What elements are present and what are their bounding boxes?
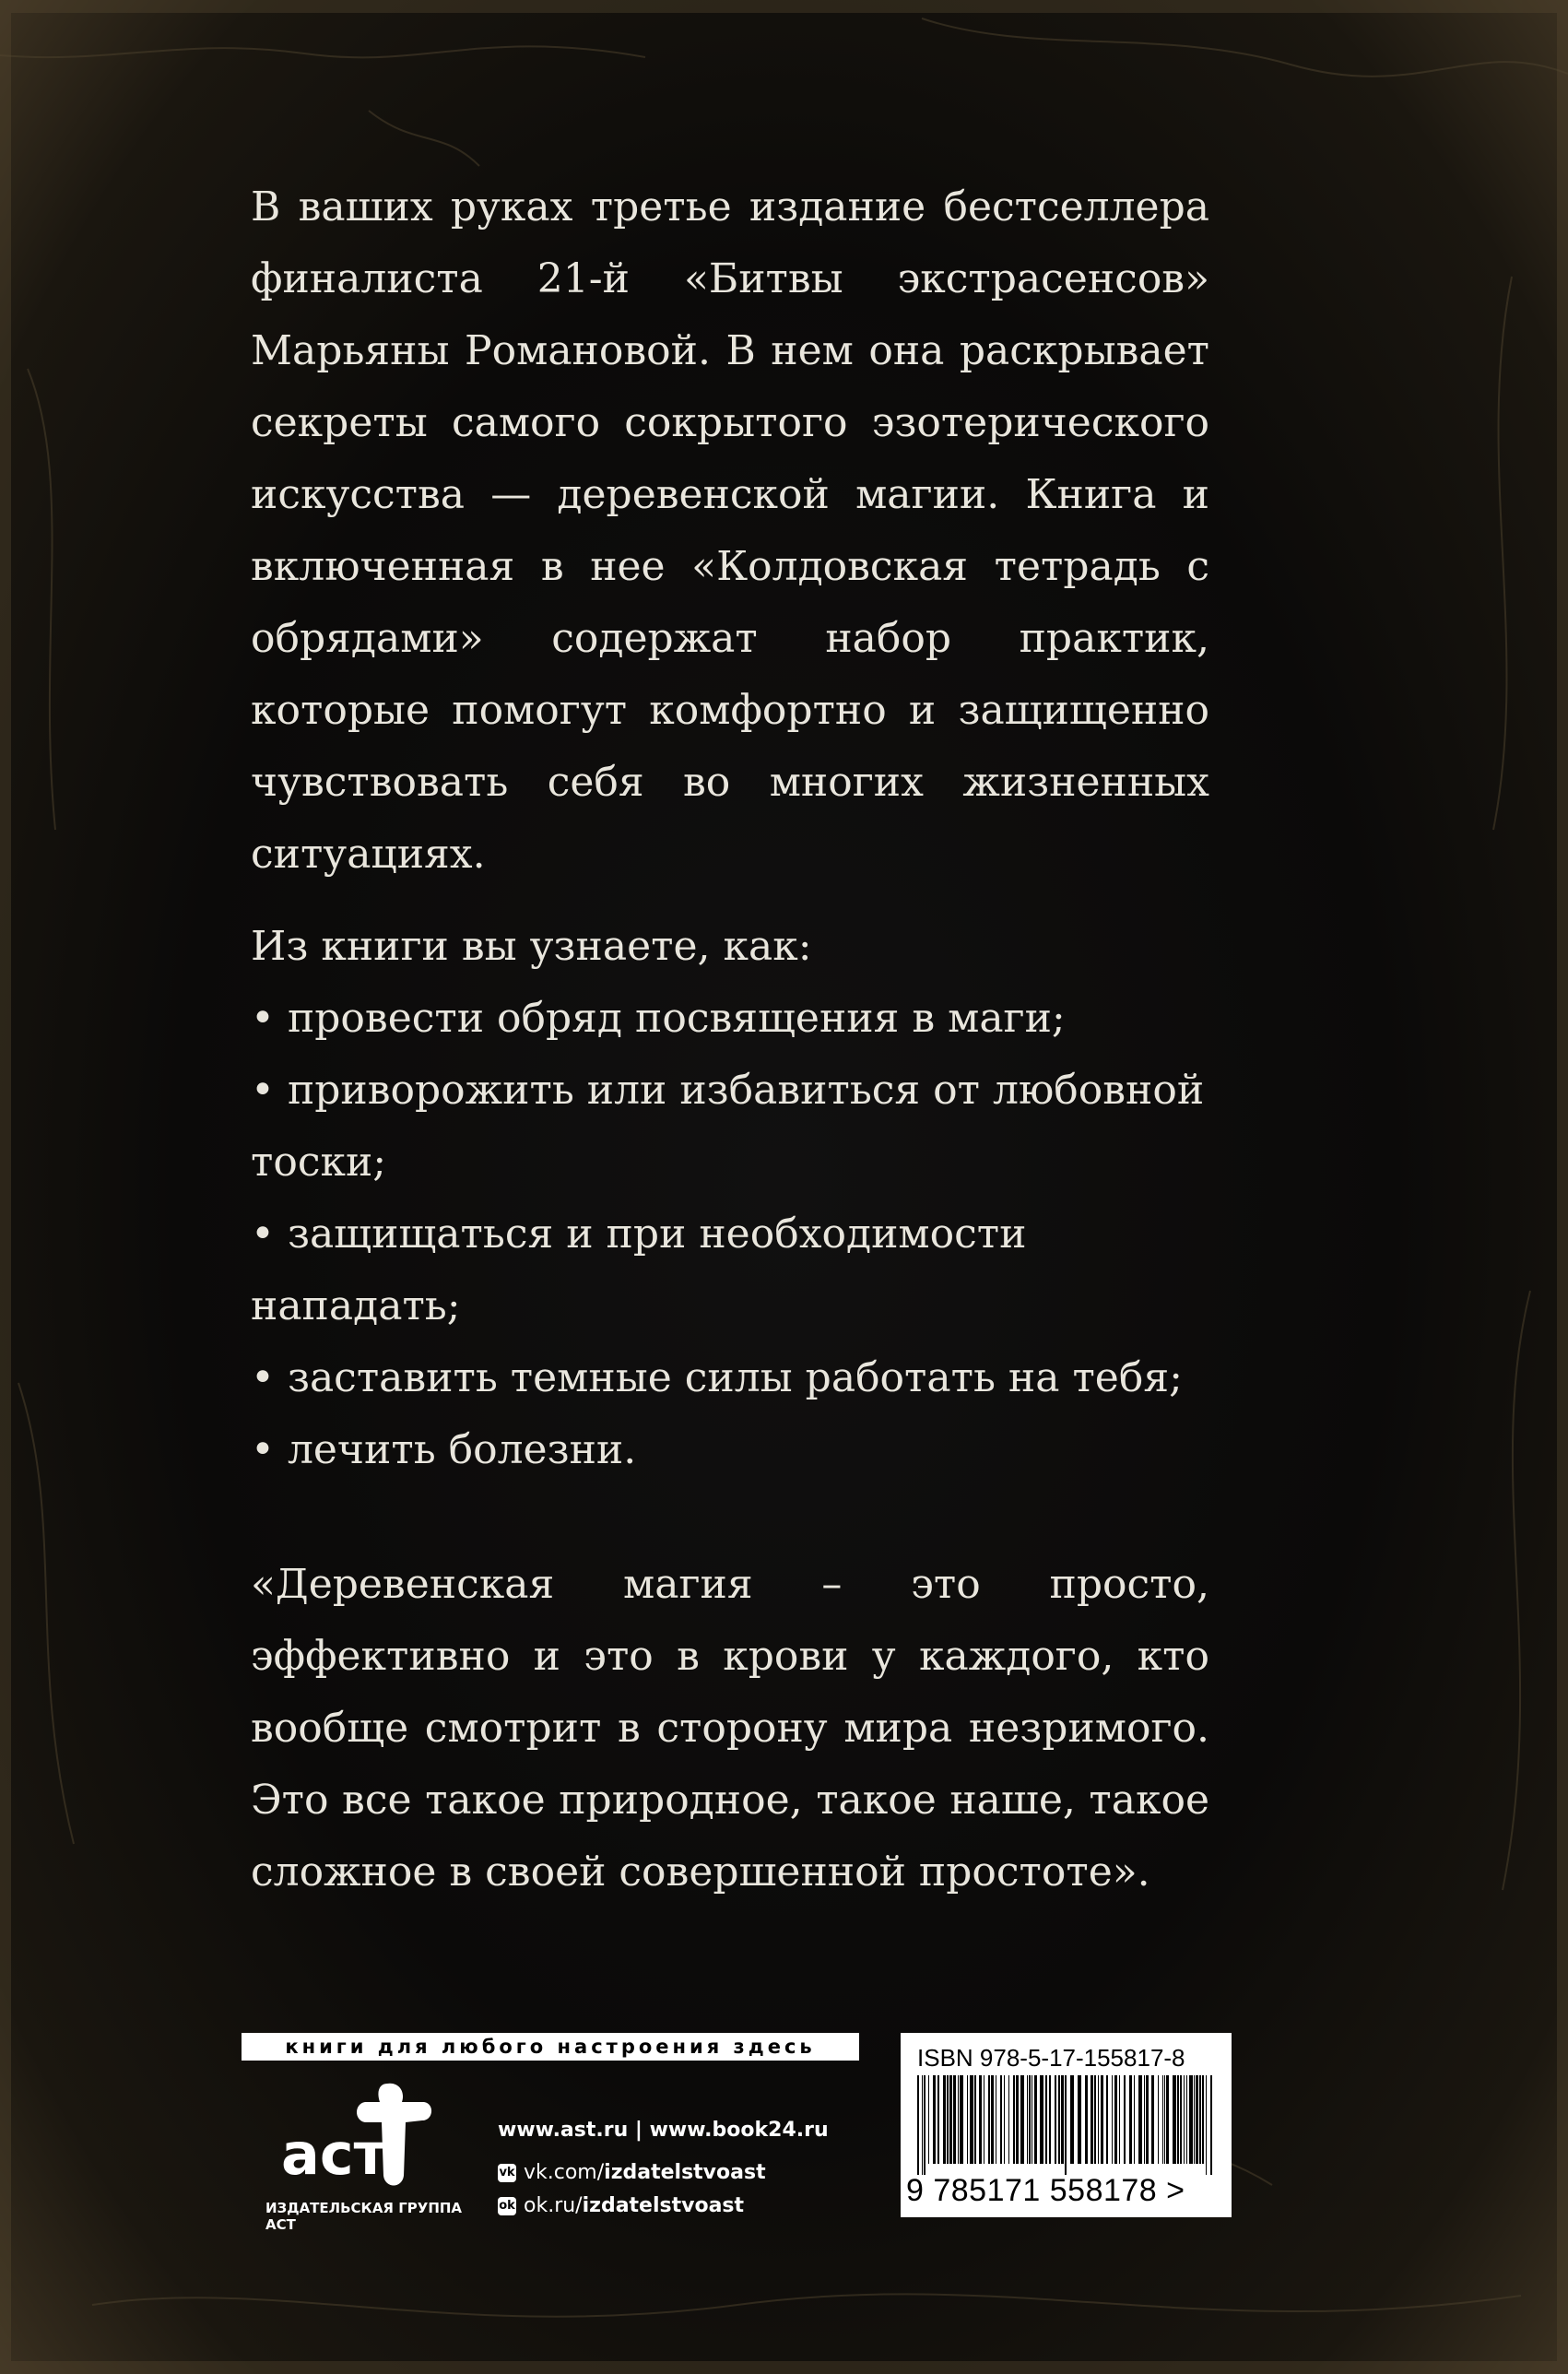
publisher-tagline: книги для любого настроения здесь	[242, 2033, 859, 2061]
vk-prefix: vk.com/	[524, 2161, 605, 2184]
barcode-bar	[1091, 2075, 1093, 2164]
barcode-bar	[937, 2075, 939, 2164]
list-item: • лечить болезни.	[251, 1426, 637, 1473]
barcode-bar	[924, 2075, 925, 2175]
barcode-bar	[1106, 2075, 1108, 2164]
list-item: • заставить темные силы работать на тебя;	[251, 1354, 1183, 1401]
barcode-bar	[1004, 2075, 1005, 2164]
barcode-bar	[1210, 2075, 1212, 2175]
barcode-bar	[967, 2075, 968, 2164]
barcode-bar	[1034, 2075, 1037, 2164]
barcode-bar	[960, 2075, 963, 2164]
barcode-bar	[1196, 2075, 1198, 2164]
barcode-bar	[970, 2075, 973, 2164]
description-paragraph: В ваших руках третье издание бестселлера финалиста 21-й «Битвы экстрасенсов» Марьяны Романовой. В нем она раскрывает секреты самого сокрытого эзотерического искусства — деревенской магии. Книга и включенная в нее «Колдовская тетрадь с обрядами» содержат набор практик, которые помогут комфортно и защищенно чувствовать себя во многих жизненных ситуациях.	[251, 183, 1209, 878]
barcode-bar	[1202, 2075, 1204, 2164]
barcode-bar	[953, 2075, 956, 2164]
barcode-bar	[1065, 2075, 1067, 2175]
vk-icon: vk	[498, 2164, 516, 2182]
list-item: • провести обряд посвящения в маги;	[251, 995, 1066, 1042]
barcode-bar	[1138, 2075, 1142, 2164]
barcode-bar	[1098, 2075, 1099, 2164]
ast-logo-icon	[277, 2074, 442, 2194]
isbn-barcode	[901, 2033, 1232, 2217]
barcode-bar	[1061, 2075, 1064, 2164]
barcode-bar	[1194, 2075, 1195, 2164]
barcode-bar	[1162, 2075, 1163, 2164]
barcode-bar	[943, 2075, 946, 2164]
barcode-bar	[1151, 2075, 1154, 2164]
barcode-bar	[1000, 2075, 1002, 2164]
barcode-bar	[1027, 2075, 1028, 2164]
barcode-bar	[979, 2075, 982, 2164]
barcode-bar	[1146, 2075, 1149, 2164]
barcode-bar	[1045, 2075, 1047, 2164]
barcode-bar	[1124, 2075, 1126, 2164]
barcode-bar	[1070, 2075, 1074, 2164]
barcode-bar	[1085, 2075, 1088, 2164]
barcode-digits: 9 785171 558178 >	[906, 2173, 1185, 2208]
barcode-bar	[1129, 2075, 1132, 2164]
barcode-bar	[1166, 2075, 1169, 2164]
barcode-bar	[1144, 2075, 1145, 2164]
barcode-bar	[1029, 2075, 1031, 2164]
vk-link[interactable]	[498, 2161, 766, 2184]
barcode-bar	[1114, 2075, 1117, 2164]
vk-handle: izdatelstvoast	[604, 2161, 766, 2184]
barcode-bar	[1112, 2075, 1113, 2164]
barcode-bar	[1094, 2075, 1096, 2164]
barcode-bar	[1058, 2075, 1060, 2164]
ok-link[interactable]	[498, 2194, 744, 2217]
barcode-bar	[917, 2075, 919, 2175]
barcode-bar	[1180, 2075, 1182, 2164]
barcode-bar	[1164, 2075, 1165, 2164]
barcode-bar	[1206, 2075, 1207, 2175]
barcode-bar	[1008, 2075, 1009, 2164]
barcode-bar	[1177, 2075, 1179, 2164]
isbn-label: ISBN 978-5-17-155817-8	[917, 2044, 1185, 2072]
barcode-bar	[974, 2075, 976, 2164]
barcode-bar	[947, 2075, 949, 2164]
barcode-bar	[1189, 2075, 1193, 2164]
barcode-bar	[1134, 2075, 1135, 2164]
publisher-websites[interactable]: www.ast.ru | www.book24.ru	[498, 2119, 829, 2142]
barcode-bar	[928, 2075, 929, 2164]
barcode-bar	[1016, 2075, 1019, 2164]
ok-icon: ok	[498, 2197, 516, 2215]
barcode-bar	[1020, 2075, 1024, 2164]
barcode-bar	[1158, 2075, 1159, 2164]
publisher-caption: ИЗДАТЕЛЬСКАЯ ГРУППА АСТ	[265, 2200, 463, 2233]
list-item: • защищаться и при необходимости нападать;	[251, 1211, 1027, 1329]
barcode-bar	[1055, 2075, 1056, 2164]
barcode-bar	[1049, 2075, 1051, 2164]
barcode-bar	[1173, 2075, 1176, 2164]
barcode-bar	[958, 2075, 959, 2164]
ok-prefix: ok.ru/	[524, 2194, 583, 2217]
barcode-bar	[988, 2075, 990, 2164]
ok-handle: izdatelstvoast	[582, 2194, 745, 2217]
list-intro: Из книги вы узнаете, как:	[251, 923, 812, 970]
barcode-bar	[1078, 2075, 1081, 2164]
barcode-bar	[1101, 2075, 1103, 2164]
barcode-bar	[1040, 2075, 1043, 2164]
barcode-bar	[1013, 2075, 1015, 2164]
barcode-bar	[922, 2075, 923, 2175]
barcode-bar	[949, 2075, 952, 2164]
barcode-bar	[1199, 2075, 1201, 2164]
author-quote: «Деревенская магия – это просто, эффективно и это в крови у каждого, кто вообще смотрит в сторону мира незримого. Это все такое природное, такое наше, такое сложное в своей совершенной простоте».	[251, 1561, 1209, 1896]
barcode-bar	[1119, 2075, 1120, 2164]
list-item: • приворожить или избавиться от любовной тоски;	[251, 1067, 1205, 1186]
barcode-bars	[917, 2075, 1216, 2175]
topics-list	[251, 911, 1228, 1486]
barcode-bar	[991, 2075, 994, 2164]
barcode-bar	[933, 2075, 936, 2164]
barcode-bar	[1186, 2075, 1187, 2164]
barcode-bar	[1184, 2075, 1185, 2164]
svg-text:аст: аст	[281, 2120, 387, 2188]
